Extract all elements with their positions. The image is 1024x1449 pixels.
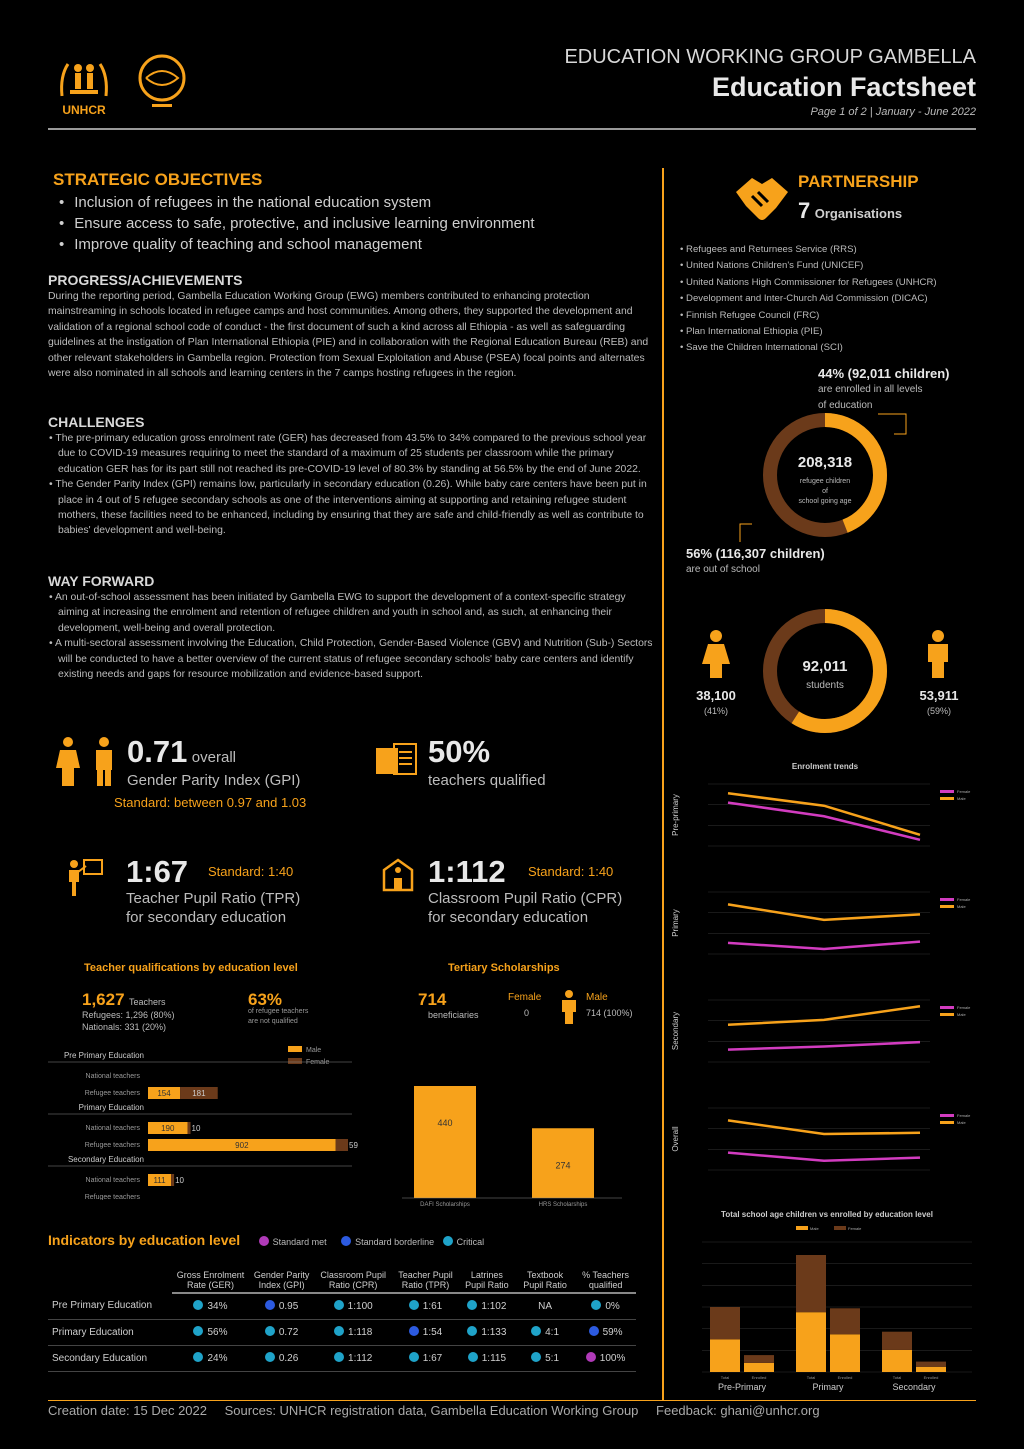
indicator-column-header: Latrines Pupil Ratio [459,1268,515,1293]
legend-label-male: Male [957,1012,966,1017]
row-level: Pre Primary Education [48,1293,172,1319]
indicator-cell [172,1319,249,1345]
trend-panel-label: Primary [671,909,680,937]
enrolment-bar-male [830,1334,860,1372]
indicator-column-header: Textbook Pupil Ratio [515,1268,575,1293]
challenge-item: • The pre-primary education gross enrolment rate (GER) has decreased from 43.5% to 34% compared to the previous school year due to COVID-19 measures requiring to meet the standard of a maximum of 25 students per classroom while the primary education GER has for its part still not reached its pre-COVID-19 level of 80.3% by standing at 56.5% by the end of June 2022. [48,431,656,477]
indicator-value: 56% [207,1327,228,1338]
tpr-sublabel: for secondary education [126,909,287,926]
gpi-label: Gender Parity Index (GPI) [127,772,301,789]
indicator-value: 0.95 [278,1301,299,1313]
scholarship-label: HRS Scholarships [538,1202,588,1208]
indicator-cell [575,1345,636,1371]
objective-item: • Improve quality of teaching and school management [59,234,653,255]
tpr-label: Teacher Pupil Ratio (TPR) [126,890,301,907]
female-bar-label: 181 [192,1089,206,1098]
male-students-pct: (59%) [926,706,951,716]
male-bar-label: 190 [161,1124,175,1133]
cpr-sublabel: for secondary education [428,909,589,926]
scholarship-value: 440 [437,1118,453,1128]
enrolment-bar-male [796,1312,826,1372]
bar-label: Total [720,1375,730,1380]
way-forward-heading: WAY FORWARD [48,573,155,589]
trend-line [728,904,920,920]
scholarship-label: DAFI Scholarships [420,1202,470,1208]
partner-item: • Save the Children International (SCI) [680,342,843,354]
objective-item: • Ensure access to safe, protective, and inclusive learning environment [59,213,653,234]
gpi-standard: Standard: between 0.97 and 1.03 [114,795,307,810]
legend-swatch-male [940,905,954,908]
indicator-cell [392,1293,459,1319]
sources: Sources: UNHCR registration data, Gambella Education Working Group [224,1403,639,1418]
enrolled-label-1: are enrolled in all levels [818,384,923,395]
status-dot [193,1326,203,1336]
legend-label-male: Male [957,904,966,909]
scholarships-chart [392,962,654,1212]
scholarships-title: Tertiary Scholarships [448,962,560,974]
table-row [48,1345,636,1371]
challenge-item: • The Gender Parity Index (GPI) remains low, particularly in secondary education (0.26). While baby care centers have been put in place in 4 out of 5 refugee secondary schools as one of the interventions aiming at supporting and retaining refugee student mothers, these facilities need to be enhanced, including by ensuring that they are safe and child-friendly as well as contribute to babies' development and well-being. [48,477,656,539]
female-bar [336,1139,348,1151]
handshake-icon [732,170,792,230]
status-dot [586,1352,596,1362]
legend-label-female: Female [957,789,971,794]
trend-line [728,1006,920,1025]
legend-male: Male [288,1046,321,1054]
scholarships-bars-svg [392,1062,654,1210]
status-dot [467,1300,477,1310]
bar-label: Total [806,1375,816,1380]
status-dot [467,1326,477,1336]
not-qualified-pct: 63% [248,990,283,1009]
enrolment-bar-male [916,1367,946,1372]
footer [48,1403,820,1418]
scholarships-total-label: beneficiaries [428,1010,479,1020]
enrolment-bar-female [744,1355,774,1363]
female-value: 0 [524,1008,530,1018]
indicator-cell [575,1319,636,1345]
indicator-value: 1:112 [348,1353,373,1364]
legend-standard-met: Standard met [259,1237,327,1247]
indicator-value: 5:1 [545,1353,560,1364]
indicators-title: Indicators by education level [48,1232,241,1248]
teachers-qualified-value: 50% [428,734,491,769]
status-dot [265,1352,275,1362]
trend-panel-label: Secondary [671,1011,680,1051]
enrolment-bar-female [882,1332,912,1350]
teacher-quals-title: Teacher qualifications by education level [84,962,298,974]
teacher-refugees: Refugees: 1,296 (80%) [82,1010,175,1020]
enrolment-bar-female [830,1308,860,1334]
legend-swatch-male [796,1226,808,1230]
objectives-list [59,192,653,255]
indicator-value: 1:115 [481,1353,507,1364]
indicators-section [48,1232,656,1372]
legend-swatch-female [834,1226,846,1230]
trend-line [728,1153,920,1161]
status-dot [193,1352,203,1362]
partner-item: • Finnish Refugee Council (FRC) [680,309,820,321]
teacher-qualifications-chart [48,962,358,1202]
legend-label-female: Female [957,897,971,902]
way-forward-section [48,573,656,682]
out-of-school-label: are out of school [686,564,760,575]
legend-label-female: Female [957,1113,971,1118]
indicator-cell [392,1319,459,1345]
cpr-label: Classroom Pupil Ratio (CPR) [428,890,623,907]
not-qualified-label-1: of refugee teachers [248,1008,309,1015]
org-count-label: Organisations [814,206,903,221]
partner-item: • United Nations Children's Fund (UNICEF) [680,260,864,272]
group-label: Secondary [892,1382,936,1392]
indicator-column-header: Teacher Pupil Ratio (TPR) [392,1268,459,1293]
indicator-cell [459,1293,515,1319]
partner-logo [136,54,188,114]
objectives-heading: STRATEGIC OBJECTIVES [53,170,263,189]
female-bar-label: 10 [191,1124,201,1133]
enrolled-label-2: of education [818,400,873,411]
indicator-cell [459,1319,515,1345]
not-qualified-label-2: are not qualified [248,1018,298,1025]
unhcr-logo [56,56,112,116]
objective-item: • Inclusion of refugees in the national education system [59,192,653,213]
enrolment-donut-svg [762,412,888,538]
legend-label-female: Female [848,1226,862,1231]
female-students-pct: (41%) [703,706,728,716]
teacher-row-label: Refugee teachers [84,1194,140,1200]
legend-swatch-male [940,1013,954,1016]
partner-item: • United Nations High Commissioner for Refugees (UNHCR) [680,276,937,288]
boy-figure-icon [924,630,952,680]
globe-logo-icon [136,54,188,110]
school-building-icon [382,858,414,892]
teacher-group-label: Pre Primary Education [63,1051,144,1060]
male-bar-label: 902 [235,1141,249,1150]
way-forward-item: • A multi-sectoral assessment involving the Education, Child Protection, Gender-Based Violence (GBV) and Nutrition (Sub-) Sectors will be conducted to have a better overview of the current status of refugee secondary schools' baby care centers and identify existing needs and gaps for resource mobilization and evidence-based support. [48,636,656,682]
status-dot [265,1326,275,1336]
teachers-qualified-label: teachers qualified [428,772,546,789]
column-divider [662,168,664,1400]
students-center-label: students [806,680,844,691]
legend-swatch-female [940,1114,954,1117]
legend-label-male: Male [957,1120,966,1125]
header-subtitle: EDUCATION WORKING GROUP GAMBELLA [564,46,976,68]
trend-line [728,942,920,949]
indicator-value: NA [538,1300,553,1312]
certificate-icon [376,742,418,780]
teacher-row-label: National teachers [85,1125,140,1132]
indicator-cell [314,1319,392,1345]
indicator-cell [249,1345,314,1371]
teacher-nationals: Nationals: 331 (20%) [82,1022,167,1032]
legend-label-male: Male [810,1226,819,1231]
cpr-standard: Standard: 1:40 [528,864,614,879]
indicator-value: 1:133 [481,1327,507,1338]
boy-girl-icon [52,736,122,788]
indicator-cell [515,1345,575,1371]
strategic-objectives [53,170,653,255]
donut-center-label-1: refugee children [799,478,851,485]
legend-critical: Critical [443,1237,485,1247]
female-bar-label: 59 [349,1141,358,1150]
indicator-cell [459,1345,515,1371]
teacher-board-icon [66,858,106,898]
trends-svg [670,776,980,1190]
school-age-chart [672,1208,982,1398]
header-divider [48,128,976,130]
progress-heading: PROGRESS/ACHIEVEMENTS [48,272,243,288]
indicator-value: 1:102 [481,1301,507,1313]
male-students-value: 53,911 [919,688,959,703]
row-level: Secondary Education [48,1345,172,1371]
legend-label-female: Female [957,1005,971,1010]
way-forward-list [48,590,656,682]
teacher-total-label: Teachers [129,997,166,1007]
status-dot [193,1300,203,1310]
bar-label: Enrolled [837,1375,853,1380]
indicator-value: 4:1 [545,1327,560,1338]
indicator-value: 100% [599,1353,626,1364]
enrolment-bar-female [916,1362,946,1367]
indicator-cell [515,1293,575,1319]
teacher-group-label: Primary Education [78,1103,144,1112]
indicator-value: 59% [602,1327,623,1338]
status-dot [531,1326,541,1336]
enrolment-donut [680,364,980,584]
indicator-value: 34% [207,1301,228,1313]
partnership-heading: PARTNERSHIP [798,172,919,191]
scholarships-total: 714 [418,990,447,1009]
challenges-heading: CHALLENGES [48,414,145,430]
girl-figure-icon [702,630,730,680]
male-figure-icon [560,990,578,1024]
status-dot [334,1300,344,1310]
enrolled-headline: 44% (92,011 children) [818,366,950,381]
progress-section [48,272,656,381]
teacher-row-label: National teachers [85,1177,140,1184]
male-value: 714 (100%) [586,1008,633,1018]
status-dot [591,1300,601,1310]
legend-female: Female [288,1058,329,1066]
indicator-value: 1:118 [348,1327,373,1338]
trend-line [728,1120,920,1134]
trend-panel-label: Overall [671,1126,680,1152]
enrolment-bar-male [882,1350,912,1372]
legend-swatch-male [940,1121,954,1124]
trend-panel-label: Pre-primary [671,794,680,836]
partner-item: • Refugees and Returnees Service (RRS) [680,244,857,255]
tpr-value: 1:67 [126,854,189,889]
status-dot [531,1352,541,1362]
table-row [48,1319,636,1345]
org-count: 7 [798,198,811,223]
footer-divider [48,1400,976,1401]
scholarship-bar [414,1086,476,1198]
indicator-value: 24% [207,1353,228,1364]
scholarship-value: 274 [555,1160,571,1171]
female-label: Female [508,992,542,1003]
indicator-value: 1:61 [422,1301,443,1313]
donut-center-label-2: of [822,488,828,495]
female-bar-label: 10 [175,1176,185,1185]
progress-text: During the reporting period, Gambella Education Working Group (EWG) members contributed to enhancing protection mainstreaming in schools located in refugee camps and host communities. Among others, they supported the development and validation of a regional school code of conduct - the first document of such a kind across all Ethiopia - as well as safeguarding guidelines at the instigation of Plan International Ethiopia (PIE) and in collaboration with the Regional Education Bureau (REB) and other relevant stakeholders in Gambella region. Protection from Sexual Exploitation and Abuse (PSEA) focal points and alternates were also nominated in all schools and learning centers in the 7 camps hosting refugees in the region. [48,291,649,380]
challenges-list [48,431,656,539]
status-dot [334,1352,344,1362]
partner-item: • Plan International Ethiopia (PIE) [680,326,823,338]
teacher-total: 1,627 [82,990,125,1009]
enrolment-trends [670,760,980,1190]
unhcr-logo-text: UNHCR [62,103,106,117]
legend-standard-borderline: Standard borderline [341,1237,434,1247]
status-dot [409,1300,419,1310]
indicator-cell [249,1319,314,1345]
status-dot [409,1326,419,1336]
indicators-table [48,1268,636,1372]
indicator-cell [314,1345,392,1371]
enrolment-bar-female [710,1307,740,1340]
indicator-column-header: Gender Parity Index (GPI) [249,1268,314,1293]
row-level: Primary Education [48,1319,172,1345]
unhcr-emblem-icon [56,56,112,98]
out-of-school-headline: 56% (116,307 children) [686,546,825,561]
teacher-row-label: Refugee teachers [84,1090,140,1097]
indicator-cell [249,1293,314,1319]
enrolment-bar-male [744,1363,774,1372]
trends-title: Enrolment trends [791,762,859,771]
group-label: Pre-Primary [717,1382,767,1392]
trend-line [728,1042,920,1049]
challenges-section [48,414,656,539]
indicator-value: 0% [605,1301,620,1313]
page-info: Page 1 of 2 | January - June 2022 [810,106,976,118]
male-bar-label: 111 [153,1176,166,1185]
way-forward-item: • An out-of-school assessment has been initiated by Gambella EWG to support the development of a context-specific strategy aiming at increasing the enrolment and retention of refugee children and youth in school and, as such, at enhancing their development, well-being and overall protection. [48,590,656,636]
legend-swatch-female [940,898,954,901]
indicator-cell [515,1319,575,1345]
teacher-row-label: Refugee teachers [84,1142,140,1149]
gpi-suffix: overall [191,749,236,766]
status-dot [468,1352,478,1362]
status-dot [409,1352,419,1362]
teacher-row-label: National teachers [85,1073,140,1080]
indicator-column-header: Classroom Pupil Ratio (CPR) [314,1268,392,1293]
students-donut [680,608,980,748]
donut-center-label-3: school going age [798,498,852,505]
indicator-value: 0.26 [278,1353,299,1364]
school-age-title: Total school age children vs enrolled by education level [721,1210,933,1219]
bar-label: Enrolled [923,1375,939,1380]
bar-label: Total [892,1375,902,1380]
partner-item: • Development and Inter-Church Aid Commission (DICAC) [680,293,928,305]
indicator-cell [172,1293,249,1319]
indicator-value: 1:67 [422,1353,443,1364]
status-dot [589,1326,599,1336]
status-dot [265,1300,275,1310]
feedback-link[interactable]: Feedback: ghani@unhcr.org [656,1403,820,1418]
students-center-value: 92,011 [802,658,848,675]
indicator-value: 1:100 [347,1301,373,1313]
creation-date: Creation date: 15 Dec 2022 [48,1403,207,1418]
page-title: Education Factsheet [711,72,976,102]
female-bar [171,1174,174,1186]
indicator-cell [575,1293,636,1319]
gpi-value: 0.71 [127,734,188,769]
trend-line [728,803,920,840]
male-bar-label: 154 [157,1089,171,1098]
partners-list [680,242,937,357]
female-bar [188,1122,191,1134]
legend-label-male: Male [957,796,966,801]
indicator-column-header: % Teachers qualified [575,1268,636,1293]
female-students-value: 38,100 [696,688,736,703]
legend-swatch-male [940,797,954,800]
donut-center-value: 208,318 [797,454,853,471]
group-label: Primary [812,1382,844,1392]
table-row [48,1293,636,1319]
school-age-svg [672,1224,982,1396]
indicator-cell [314,1293,392,1319]
legend-swatch-female [940,1006,954,1009]
teacher-group-label: Secondary Education [67,1155,144,1164]
bar-label: Enrolled [751,1375,767,1380]
legend-swatch-female [940,790,954,793]
teacher-bars-svg [48,1048,358,1200]
indicator-value: 0.72 [278,1327,299,1338]
indicator-value: 1:54 [422,1327,443,1338]
trend-line [728,793,920,835]
indicator-cell [392,1345,459,1371]
status-dot [334,1326,344,1336]
enrolment-bar-female [796,1255,826,1312]
enrolment-bar-male [710,1340,740,1373]
tpr-standard: Standard: 1:40 [208,864,294,879]
indicator-cell [172,1345,249,1371]
male-label: Male [586,992,608,1003]
cpr-value: 1:112 [428,854,506,889]
indicator-column-header: Gross Enrolment Rate (GER) [172,1268,249,1293]
